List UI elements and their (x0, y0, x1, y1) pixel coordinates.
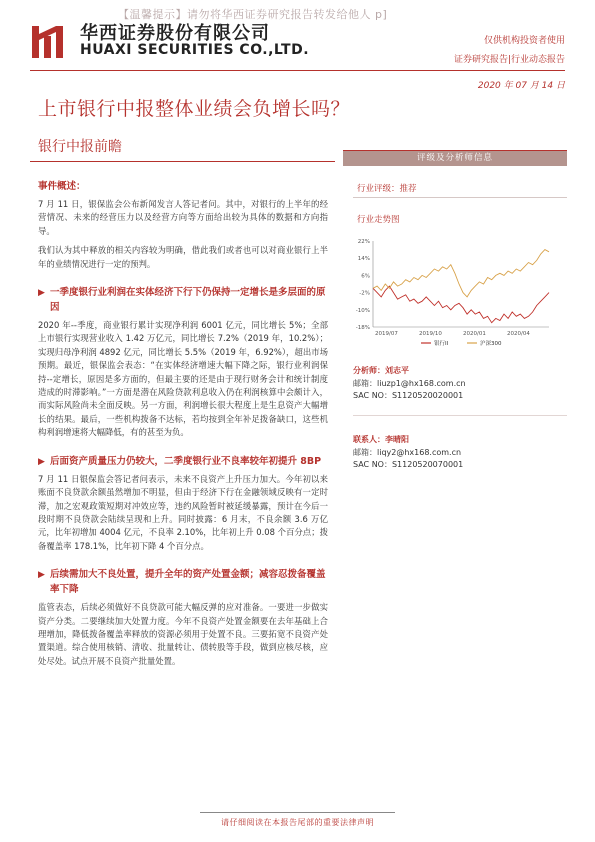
x-tick-label: 2020/01 (463, 331, 486, 337)
y-tick-label: -2% (359, 290, 370, 297)
y-tick-label: -18% (355, 325, 370, 331)
x-tick-label: 2019/07 (375, 331, 398, 337)
y-tick-label: 14% (357, 256, 370, 263)
paragraph: 2020 年--季度，商业银行累计实现净利润 6001 亿元，同比增长 5%；全部上市银行实现营业收入 1.42 万亿元，同比增长 7.2%（2019 年，10.2%）；实现归母净利润 4892 亿元，同比增长 5.5%（2019 年，6.92%），超出市场预期。最近，银保监会表态：“在实体经济增速大幅下降之际，银行业利润保持--定增长，原因是多方面的，但最主要的还是由于现行财务会计和统计制度造成的时滞影响。”一方面是潜在风险贷款利息收入仍在利润核算中会颇计入，而实际风险尚未全面反映。另一方面，利润增长很大程度上是生息资产大幅增长的结果。最后，一些机构拨备不达标，若均按到全年补足拨备缺口，这些机构利润增速将大幅降低，有的甚至为负。 (38, 320, 328, 438)
x-tick-label: 2020/04 (507, 331, 530, 337)
header-report-type: 证券研究报告|行业动态报告 (453, 55, 565, 65)
trend-chart (343, 235, 567, 355)
rating-divider (353, 197, 567, 198)
company-name-en: HUAXI SECURITIES CO.,LTD. (80, 42, 310, 58)
section-heading-disposal: ▶ 后续需加大不良处置，提升全年的资产处置金额；减容忍拨备覆盖率下降 (38, 569, 326, 596)
company-name-cn: 华西证券股份有限公司 (80, 23, 270, 44)
paragraph: 7 月 11 日银保监会答记者问表示，未来不良资产上升压力加大。今年初以来账面不良贷款余额虽然增加不明显，但由于经济下行在金融领域反映有一定时滞，加之宏观政策短期对冲效应等，违约风险暂时被延缓暴露，预计在今后一段时期不良贷款会陆续呈现和上升。同时披露：6 月末，不良余额 3.6 万亿元，比年初增加 4004 亿元，不良率 2.10%，比年初上升 0.08 个百分点；拨备覆盖率 178.1%，比年初下降 4 个百分点。 (38, 473, 328, 551)
subtitle-divider (30, 161, 335, 162)
sidebar-title-bar: 评级及分析师信息 (343, 151, 567, 166)
paragraph: 7 月 11 日，银保监会公布新闻发言人答记者问。其中，对银行的上半年的经营情况、未来的经营压力以及经营方向等方面给出较为具体的数据和方向指导。 (38, 199, 328, 236)
contact-sac: SAC NO：S1120520070001 (353, 460, 464, 469)
series-line-1 (373, 250, 549, 297)
legend-label: 沪深300 (480, 341, 502, 347)
analyst-1 (353, 365, 466, 403)
header-audience: 仅供机构投资者使用 (483, 36, 565, 46)
series-line-0 (373, 286, 549, 323)
contact-email: 邮箱：liqy2@hx168.com.cn (353, 447, 462, 457)
analyst-sac: SAC NO：S1120520020001 (353, 391, 464, 400)
y-tick-label: 6% (361, 273, 370, 280)
triangle-bullet-icon: ▶ (38, 288, 45, 299)
trend-chart-label: 行业走势图 (357, 215, 400, 225)
triangle-bullet-icon: ▶ (38, 570, 45, 581)
section-heading-profit: ▶ 一季度银行业利润在实体经济下行下仍保持一定增长是多层面的原因 (38, 287, 326, 314)
y-tick-label: -10% (355, 307, 370, 314)
section-heading-asset-quality: ▶ 后面资产质量压力仍较大，二季度银行业不良率较年初提升 8BP (38, 454, 328, 469)
analyst-divider (353, 415, 567, 416)
sidebar (343, 150, 567, 469)
section-heading-overview: 事件概述： (38, 181, 86, 192)
watermark-text: 【温馨提示】请勿将华西证券研究报告转发给他人 p] (118, 8, 388, 21)
footer-disclaimer: 请仔细阅读在本报告尾部的重要法律声明 (221, 818, 374, 827)
paragraph: 我们认为其中释放的相关内容较为明确，借此我们或者也可以对商业银行上半年的业绩情况进行一定的预判。 (38, 245, 328, 269)
legend-label: 银行II (434, 341, 449, 347)
y-tick-label: 22% (357, 239, 370, 245)
analyst-2 (353, 434, 463, 472)
report-subtitle: 银行中报前瞻 (38, 139, 122, 155)
footer-divider (200, 812, 395, 813)
industry-rating: 行业评级：推荐 (357, 184, 417, 194)
contact-name: 联系人：李晴阳 (353, 435, 409, 444)
report-title: 上市银行中报整体业绩会负增长吗？ (38, 98, 351, 120)
analyst-email: 邮箱：liuzp1@hx168.com.cn (353, 378, 466, 388)
huaxi-logo-icon (30, 22, 74, 60)
report-date: 2020 年 07 月 14 日 (477, 81, 565, 91)
paragraph: 监管表态，后续必须做好不良贷款可能大幅反弹的应对准备。一要进一步做实资产分类。二要继续加大处置力度。今年不良资产处置金额要在去年基础上合理增加，降低拨备覆盖率释放的资源必须用于处置不良。三要拓宽不良资产处置渠道。综合使用核销、清收、批量转让、债转股等手段，做到应核尽核，应处尽处。试点开展不良资产批量处置。 (38, 602, 328, 666)
analyst-name: 分析师：刘志平 (353, 366, 409, 375)
main-content (38, 180, 328, 668)
header-divider (30, 70, 565, 71)
triangle-bullet-icon: ▶ (38, 456, 45, 467)
x-tick-label: 2019/10 (419, 331, 442, 337)
